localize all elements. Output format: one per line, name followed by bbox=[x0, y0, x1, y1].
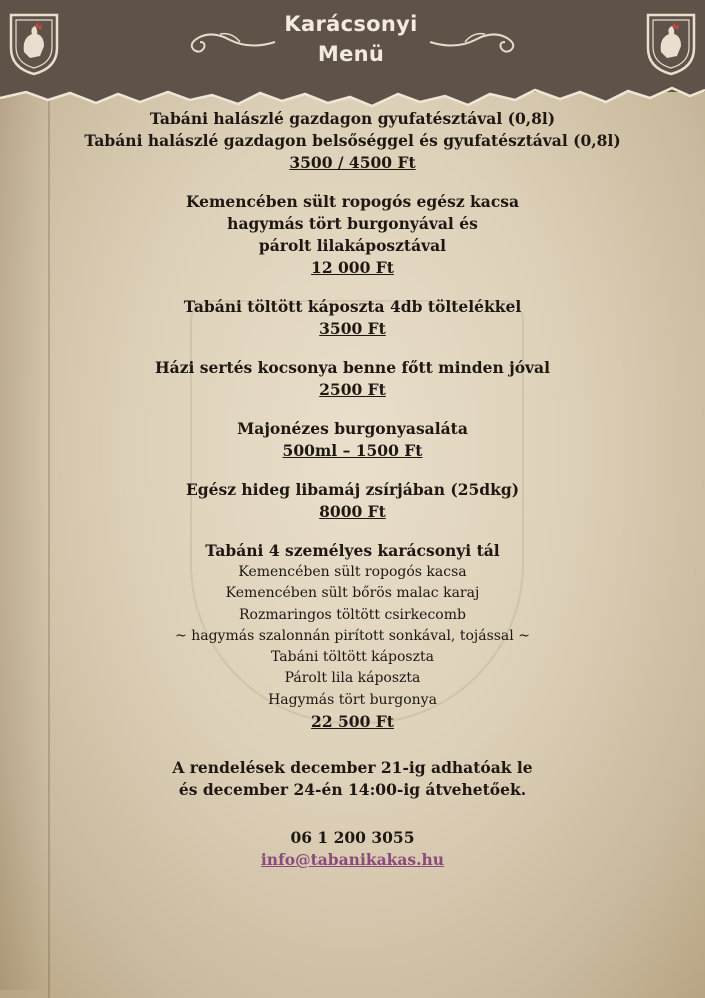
phone-number: 06 1 200 3055 bbox=[290, 828, 415, 848]
platter-price: 22 500 Ft bbox=[311, 712, 394, 732]
platter-component: Tabáni töltött káposzta bbox=[271, 649, 434, 666]
torn-edge bbox=[0, 72, 705, 112]
dish-name: Kemencében sült ropogós egész kacsa bbox=[185, 192, 520, 211]
email-link[interactable]: info@tabanikakas.hu bbox=[260, 850, 445, 870]
swirl-ornament-icon bbox=[425, 20, 525, 60]
rooster-shield-icon bbox=[8, 12, 60, 76]
platter-component: ~ hagymás szalonnán pirított sonkával, tojással ~ bbox=[175, 627, 530, 644]
order-notice bbox=[0, 757, 705, 801]
menu-item bbox=[0, 479, 705, 523]
menu-item bbox=[0, 108, 705, 174]
dish-price: 3500 Ft bbox=[319, 319, 386, 338]
menu-item bbox=[0, 191, 705, 279]
menu-item bbox=[0, 296, 705, 340]
swirl-ornament-icon bbox=[180, 20, 280, 60]
dish-price: 3500 / 4500 Ft bbox=[289, 153, 416, 172]
rooster-shield-icon bbox=[645, 12, 697, 76]
dish-name: Házi sertés kocsonya benne főtt minden jóval bbox=[155, 358, 550, 377]
dish-name: Tabáni töltött káposzta 4db töltelékkel bbox=[183, 297, 522, 316]
platter-item bbox=[0, 540, 705, 733]
dish-price: 8000 Ft bbox=[319, 502, 386, 521]
menu-title bbox=[277, 0, 425, 78]
dish-name: Tabáni halászlé gazdagon belsőséggel és gyufatésztával (0,8l) bbox=[84, 131, 621, 150]
dish-price: 500ml – 1500 Ft bbox=[282, 441, 423, 460]
menu-item bbox=[0, 418, 705, 462]
dish-price: 2500 Ft bbox=[319, 380, 386, 399]
platter-component: Kemencében sült ropogós kacsa bbox=[238, 564, 467, 580]
title-line: Karácsonyi bbox=[284, 12, 418, 36]
platter-component: Rozmaringos töltött csirkecomb bbox=[239, 606, 466, 623]
dish-price: 12 000 Ft bbox=[311, 258, 394, 277]
dish-name: Tabáni halászlé gazdagon gyufatésztával (0,8l) bbox=[149, 109, 556, 128]
menu-item bbox=[0, 357, 705, 401]
title-line: Menü bbox=[317, 42, 385, 66]
dish-name: Majonézes burgonyasaláta bbox=[237, 419, 468, 438]
menu-list bbox=[0, 108, 705, 888]
platter-title: Tabáni 4 személyes karácsonyi tál bbox=[205, 541, 500, 560]
dish-name: Egész hideg libamáj zsírjában (25dkg) bbox=[185, 480, 520, 499]
platter-component: Hagymás tört burgonya bbox=[268, 691, 437, 708]
notice-line: A rendelések december 21-ig adhatóak le bbox=[172, 758, 533, 778]
platter-component: Kemencében sült bőrös malac karaj bbox=[225, 585, 480, 602]
notice-line: és december 24-én 14:00-ig átvehetőek. bbox=[178, 780, 527, 800]
dish-name: párolt lilakáposztával bbox=[258, 236, 447, 255]
contact-info bbox=[0, 827, 705, 871]
platter-component: Párolt lila káposzta bbox=[284, 670, 421, 687]
dish-name: hagymás tört burgonyával és bbox=[227, 214, 478, 233]
